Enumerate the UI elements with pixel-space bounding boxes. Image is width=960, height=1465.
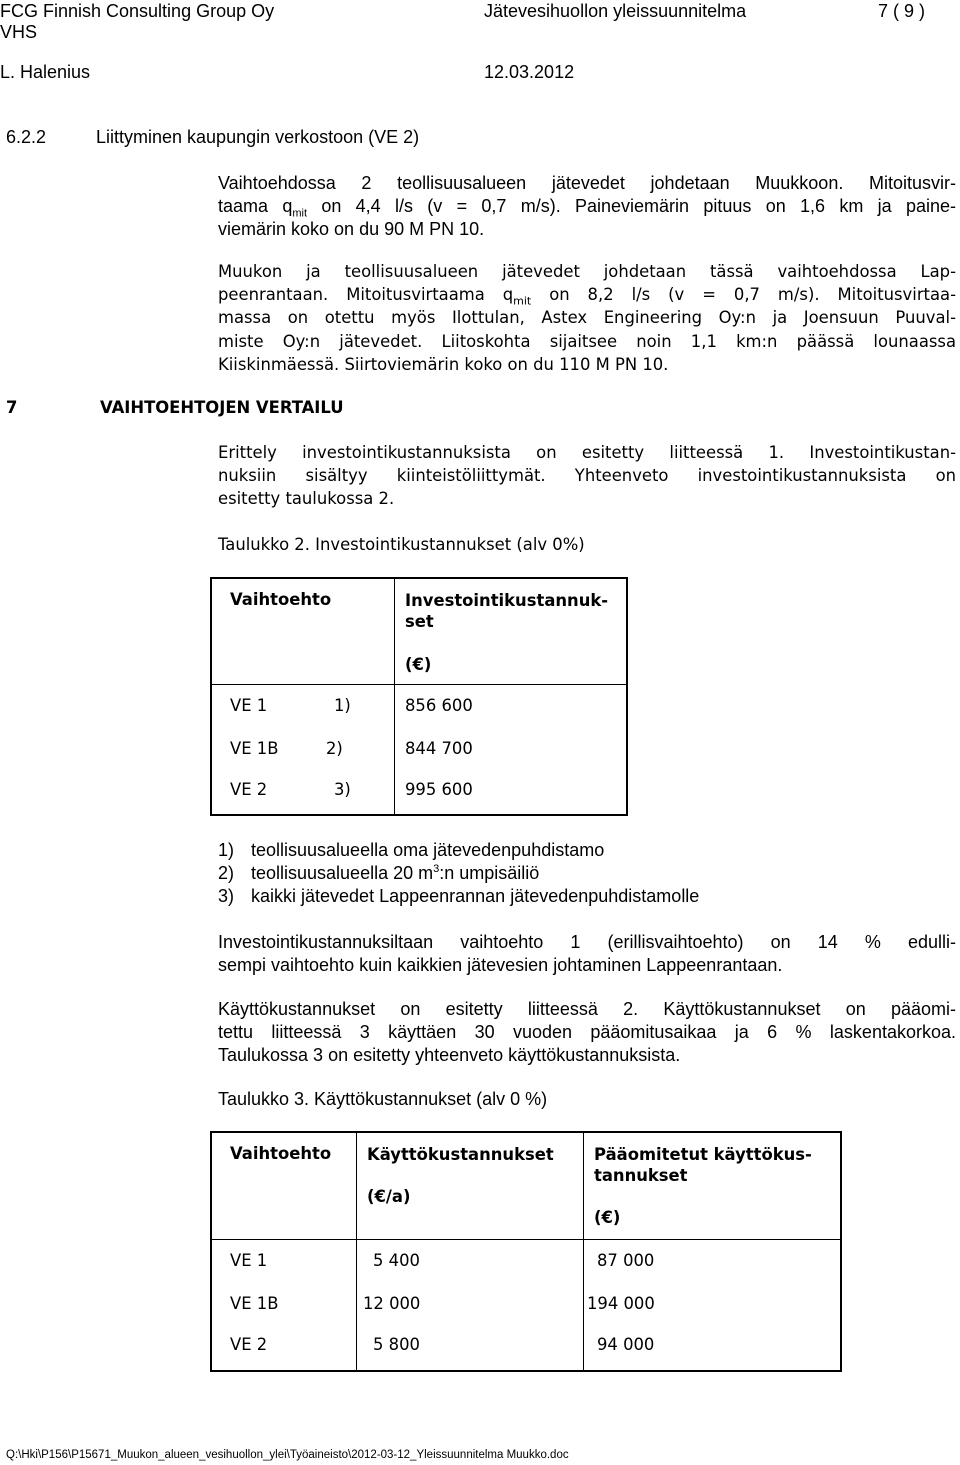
table-row: VE 1 5 400 87 000	[211, 1239, 841, 1282]
chapter-title: VAIHTOEHTOJEN VERTAILU	[100, 398, 344, 417]
operating-cost-table	[210, 1131, 842, 1372]
table-row: VE 1B 12 000 194 000	[211, 1282, 841, 1325]
footnote: 1) teollisuusalueella oma jätevedenpuhdistamo	[218, 840, 605, 860]
table-row: VE 2 3) 995 600	[211, 770, 627, 815]
table-row: VE 1B 2) 844 700	[211, 727, 627, 770]
footnote: 2) teollisuusalueella 20 $m^3:n$ umpisäiliö	[218, 863, 540, 883]
table-row: VE 1 1) 856 600	[211, 684, 627, 727]
paragraph: Muukon ja teollisuusalueen jätevedet johdetaan tässä vaihtoehdossa Lap- peenrantaan. Mitoitusvirtaama $q_{mit}$ on 8,2 l/s (v = 0,7 m/s). Mitoitusvirtaa- massa on otettu myös Ilottulan, Astex Engineering Oy:n ja Joensuun Puuval- miste Oy:n jätevedet. Liitoskohta sijaitsee noin 1,1 km:n päässä lounaassa Kiiskinmäessä. Siirtoviemärin koko on du 110 M PN 10.	[218, 262, 956, 374]
table-header-cell: Investointikustannuk- set (€)	[405, 591, 609, 674]
paragraph: Investointikustannuksiltaan vaihtoehto 1 (erillisvaihtoehto) on 14 % edulli- sempi vaihtoehto kuin kaikkien jätevesien johtaminen Lappeenrantaan.	[218, 932, 956, 975]
table-header-cell: Pääomitetut käyttökus- tannukset (€)	[594, 1145, 812, 1227]
header-abbrev: VHS	[0, 22, 38, 42]
section-number: 6.2.2	[6, 127, 47, 147]
header-project: Jätevesihuollon yleissuunnitelma	[484, 1, 747, 21]
header-author: L. Halenius	[0, 62, 91, 82]
paragraph: Vaihtoehdossa 2 teollisuusalueen jätevedet johdetaan Muukkoon. Mitoitusvir- taama $q_{mit}$ on 4,4 l/s (v = 0,7 m/s). Paineviemärin pituus on 1,6 km ja paine- viemärin koko on du 90 M PN 10.	[218, 173, 956, 239]
section-title: Liittyminen kaupungin verkostoon (VE 2)	[96, 127, 420, 147]
table-caption: Taulukko 3. Käyttökustannukset (alv 0 %)	[218, 1089, 548, 1109]
paragraph: Erittely investointikustannuksista on esitetty liitteessä 1. Investointikustan- nuksiin sisältyy kiinteistöliittymät. Yhteenveto investointikustannuksista on esitetty taulukossa 2.	[218, 443, 956, 509]
header-page-number: 7 ( 9 )	[878, 1, 926, 21]
header-company: FCG Finnish Consulting Group Oy	[0, 1, 275, 21]
table-header-cell: Vaihtoehto	[211, 578, 395, 684]
paragraph: Käyttökustannukset on esitetty liitteessä 2. Käyttökustannukset on pääomi- tettu liitteessä 3 käyttäen 30 vuoden pääomitusaikaa ja 6 % laskentakorkoa. Taulukossa 3 on esitetty yhteenveto käyttökustannuksista.	[218, 999, 956, 1065]
chapter-number: 7	[6, 398, 18, 417]
footer-file-path: Q:\Hki\P156\P15671_Muukon_alueen_vesihuollon_ylei\Työaineisto\2012-03-12_Yleissuunnitelma Muukko.doc	[6, 1449, 569, 1461]
footnote: 3) kaikki jätevedet Lappeenrannan jätevedenpuhdistamolle	[218, 886, 700, 906]
table-header-cell: Vaihtoehto	[211, 1132, 357, 1239]
header-date: 12.03.2012	[484, 62, 575, 82]
table-header-cell: Käyttökustannukset (€/a)	[357, 1132, 584, 1239]
table-row: VE 2 5 800 94 000	[211, 1325, 841, 1371]
investment-cost-table	[210, 577, 628, 816]
table-caption: Taulukko 2. Investointikustannukset (alv 0%)	[218, 535, 585, 554]
